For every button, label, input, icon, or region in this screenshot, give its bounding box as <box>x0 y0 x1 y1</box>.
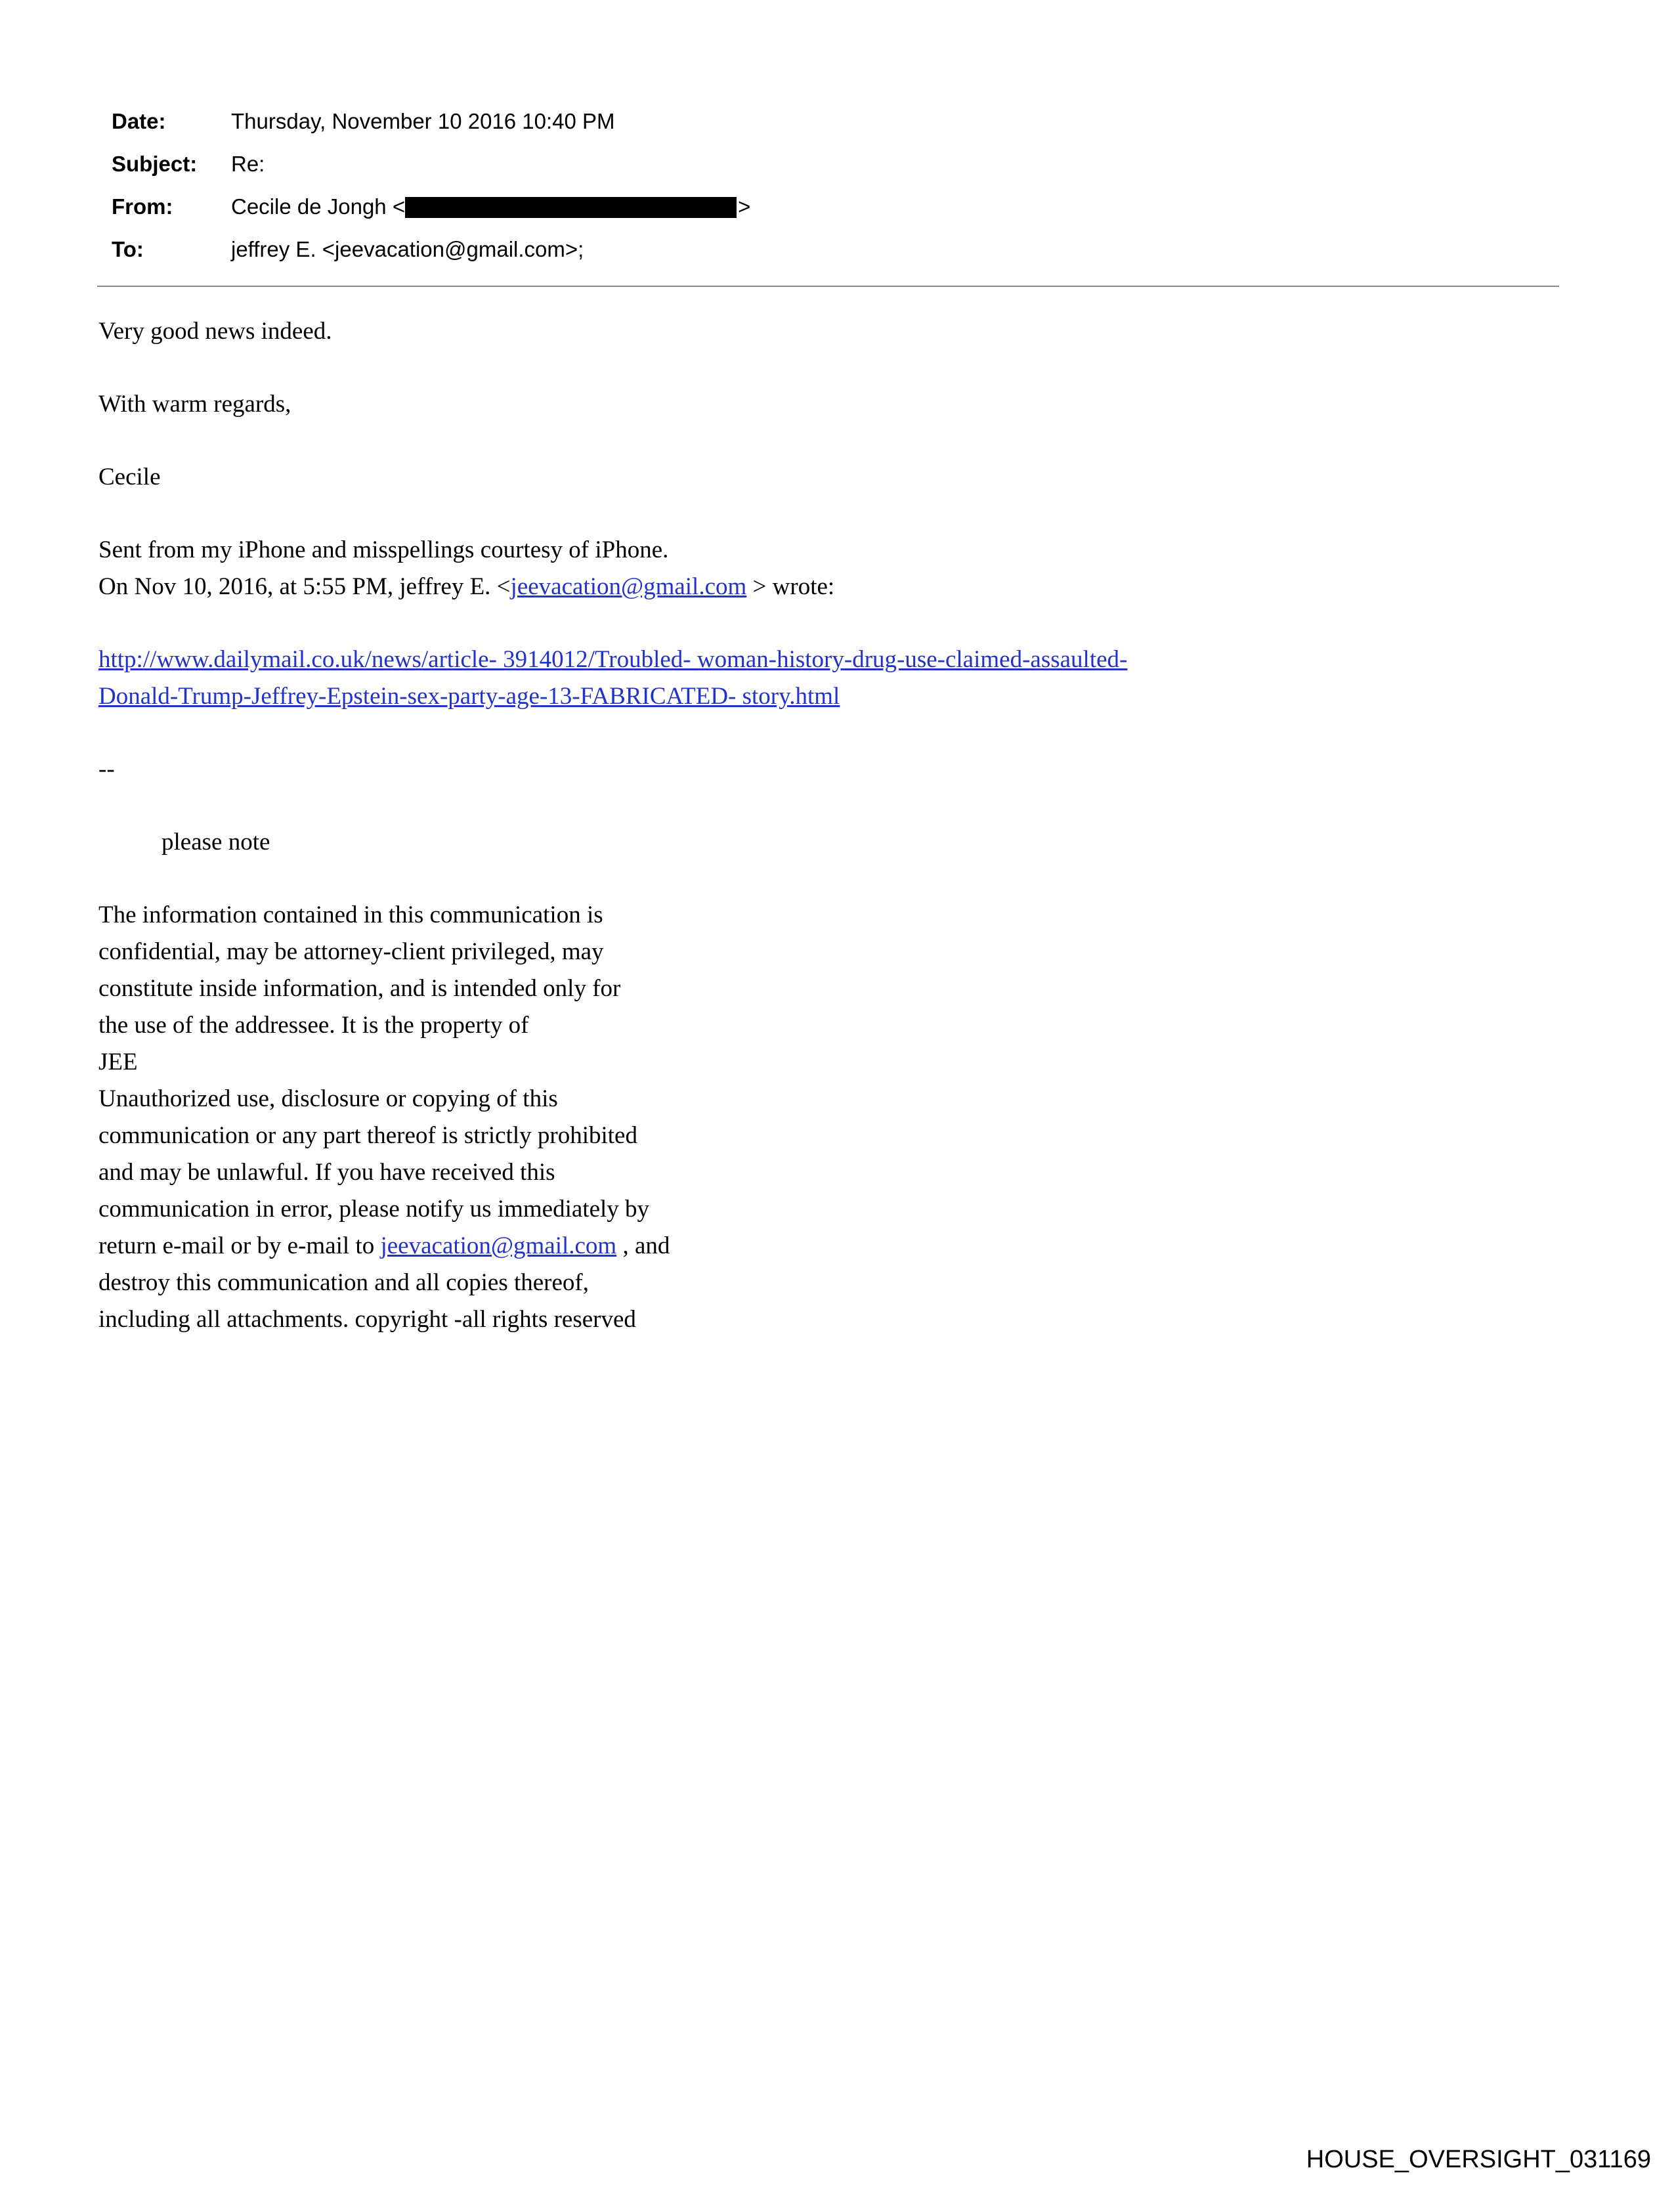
from-label: From: <box>112 194 173 219</box>
article-link-line-2: Donald-Trump-Jeffrey-Epstein-sex-party-age-13-FABRICATED- story.html <box>98 683 840 710</box>
disclaimer-email-link[interactable]: jeevacation@gmail.com <box>380 1232 617 1259</box>
disclaimer-line: and may be unlawful. If you have received this <box>98 1159 555 1186</box>
disclaimer-line: The information contained in this communication is <box>98 901 603 928</box>
paragraph-regards: With warm regards, <box>98 391 291 418</box>
paragraph-signature: Cecile <box>98 464 161 490</box>
sent-from-iphone-line: Sent from my iPhone and misspellings courtesy of iPhone. <box>98 536 669 563</box>
disclaimer-line: including all attachments. copyright -all rights reserved <box>98 1306 636 1333</box>
email-body <box>0 287 1674 1338</box>
from-name: Cecile de Jongh < <box>231 194 406 219</box>
bates-number: HOUSE_OVERSIGHT_031169 <box>1306 2146 1651 2173</box>
disclaimer-line: confidential, may be attorney-client privileged, may <box>98 938 604 965</box>
disclaimer-line: communication in error, please notify us immediately by <box>98 1196 650 1223</box>
disclaimer-line: communication or any part thereof is strictly prohibited <box>98 1122 637 1149</box>
article-link-line-1: http://www.dailymail.co.uk/news/article- 3914012/Troubled- woman-history-drug-use-claimed-assaulted- <box>98 646 1128 673</box>
to-label: To: <box>112 237 144 261</box>
disclaimer-line: constitute inside information, and is intended only for <box>98 975 621 1002</box>
header-row-to <box>112 236 1674 279</box>
confidentiality-disclaimer <box>98 897 1562 1338</box>
redaction-bar <box>405 197 737 218</box>
signature-separator: -- <box>98 756 115 783</box>
dailymail-article-link[interactable] <box>98 646 1127 710</box>
disclaimer-link-suffix: , and <box>616 1232 670 1259</box>
please-note-line: please note <box>161 829 270 856</box>
header-row-date <box>112 108 1674 151</box>
email-header <box>0 0 1674 279</box>
disclaimer-line: destroy this communication and all copies thereof, <box>98 1269 589 1296</box>
paragraph-article-link <box>98 641 1562 715</box>
disclaimer-line: Unauthorized use, disclosure or copying of this <box>98 1085 558 1112</box>
subject-value: Re: <box>231 152 265 176</box>
from-value <box>231 194 750 220</box>
disclaimer-link-prefix: return e-mail or by e-mail to <box>98 1232 381 1259</box>
disclaimer-line: JEE <box>98 1049 138 1075</box>
subject-label: Subject: <box>112 152 198 176</box>
header-row-from <box>112 194 1674 236</box>
date-label: Date: <box>112 109 166 133</box>
paragraph-good-news: Very good news indeed. <box>98 318 332 345</box>
disclaimer-line: the use of the addressee. It is the property of <box>98 1012 529 1039</box>
date-value: Thursday, November 10 2016 10:40 PM <box>231 109 615 133</box>
from-suffix: > <box>738 194 751 219</box>
paragraph-quote-intro <box>98 532 1562 605</box>
quote-attribution-prefix: On Nov 10, 2016, at 5:55 PM, jeffrey E. < <box>98 573 511 600</box>
header-row-subject <box>112 151 1674 194</box>
quote-attribution-suffix: > wrote: <box>746 573 835 600</box>
disclaimer-link-line <box>98 1228 1562 1265</box>
quoted-email-link[interactable]: jeevacation@gmail.com <box>510 573 747 600</box>
to-value: jeffrey E. <jeevacation@gmail.com>; <box>231 237 584 261</box>
